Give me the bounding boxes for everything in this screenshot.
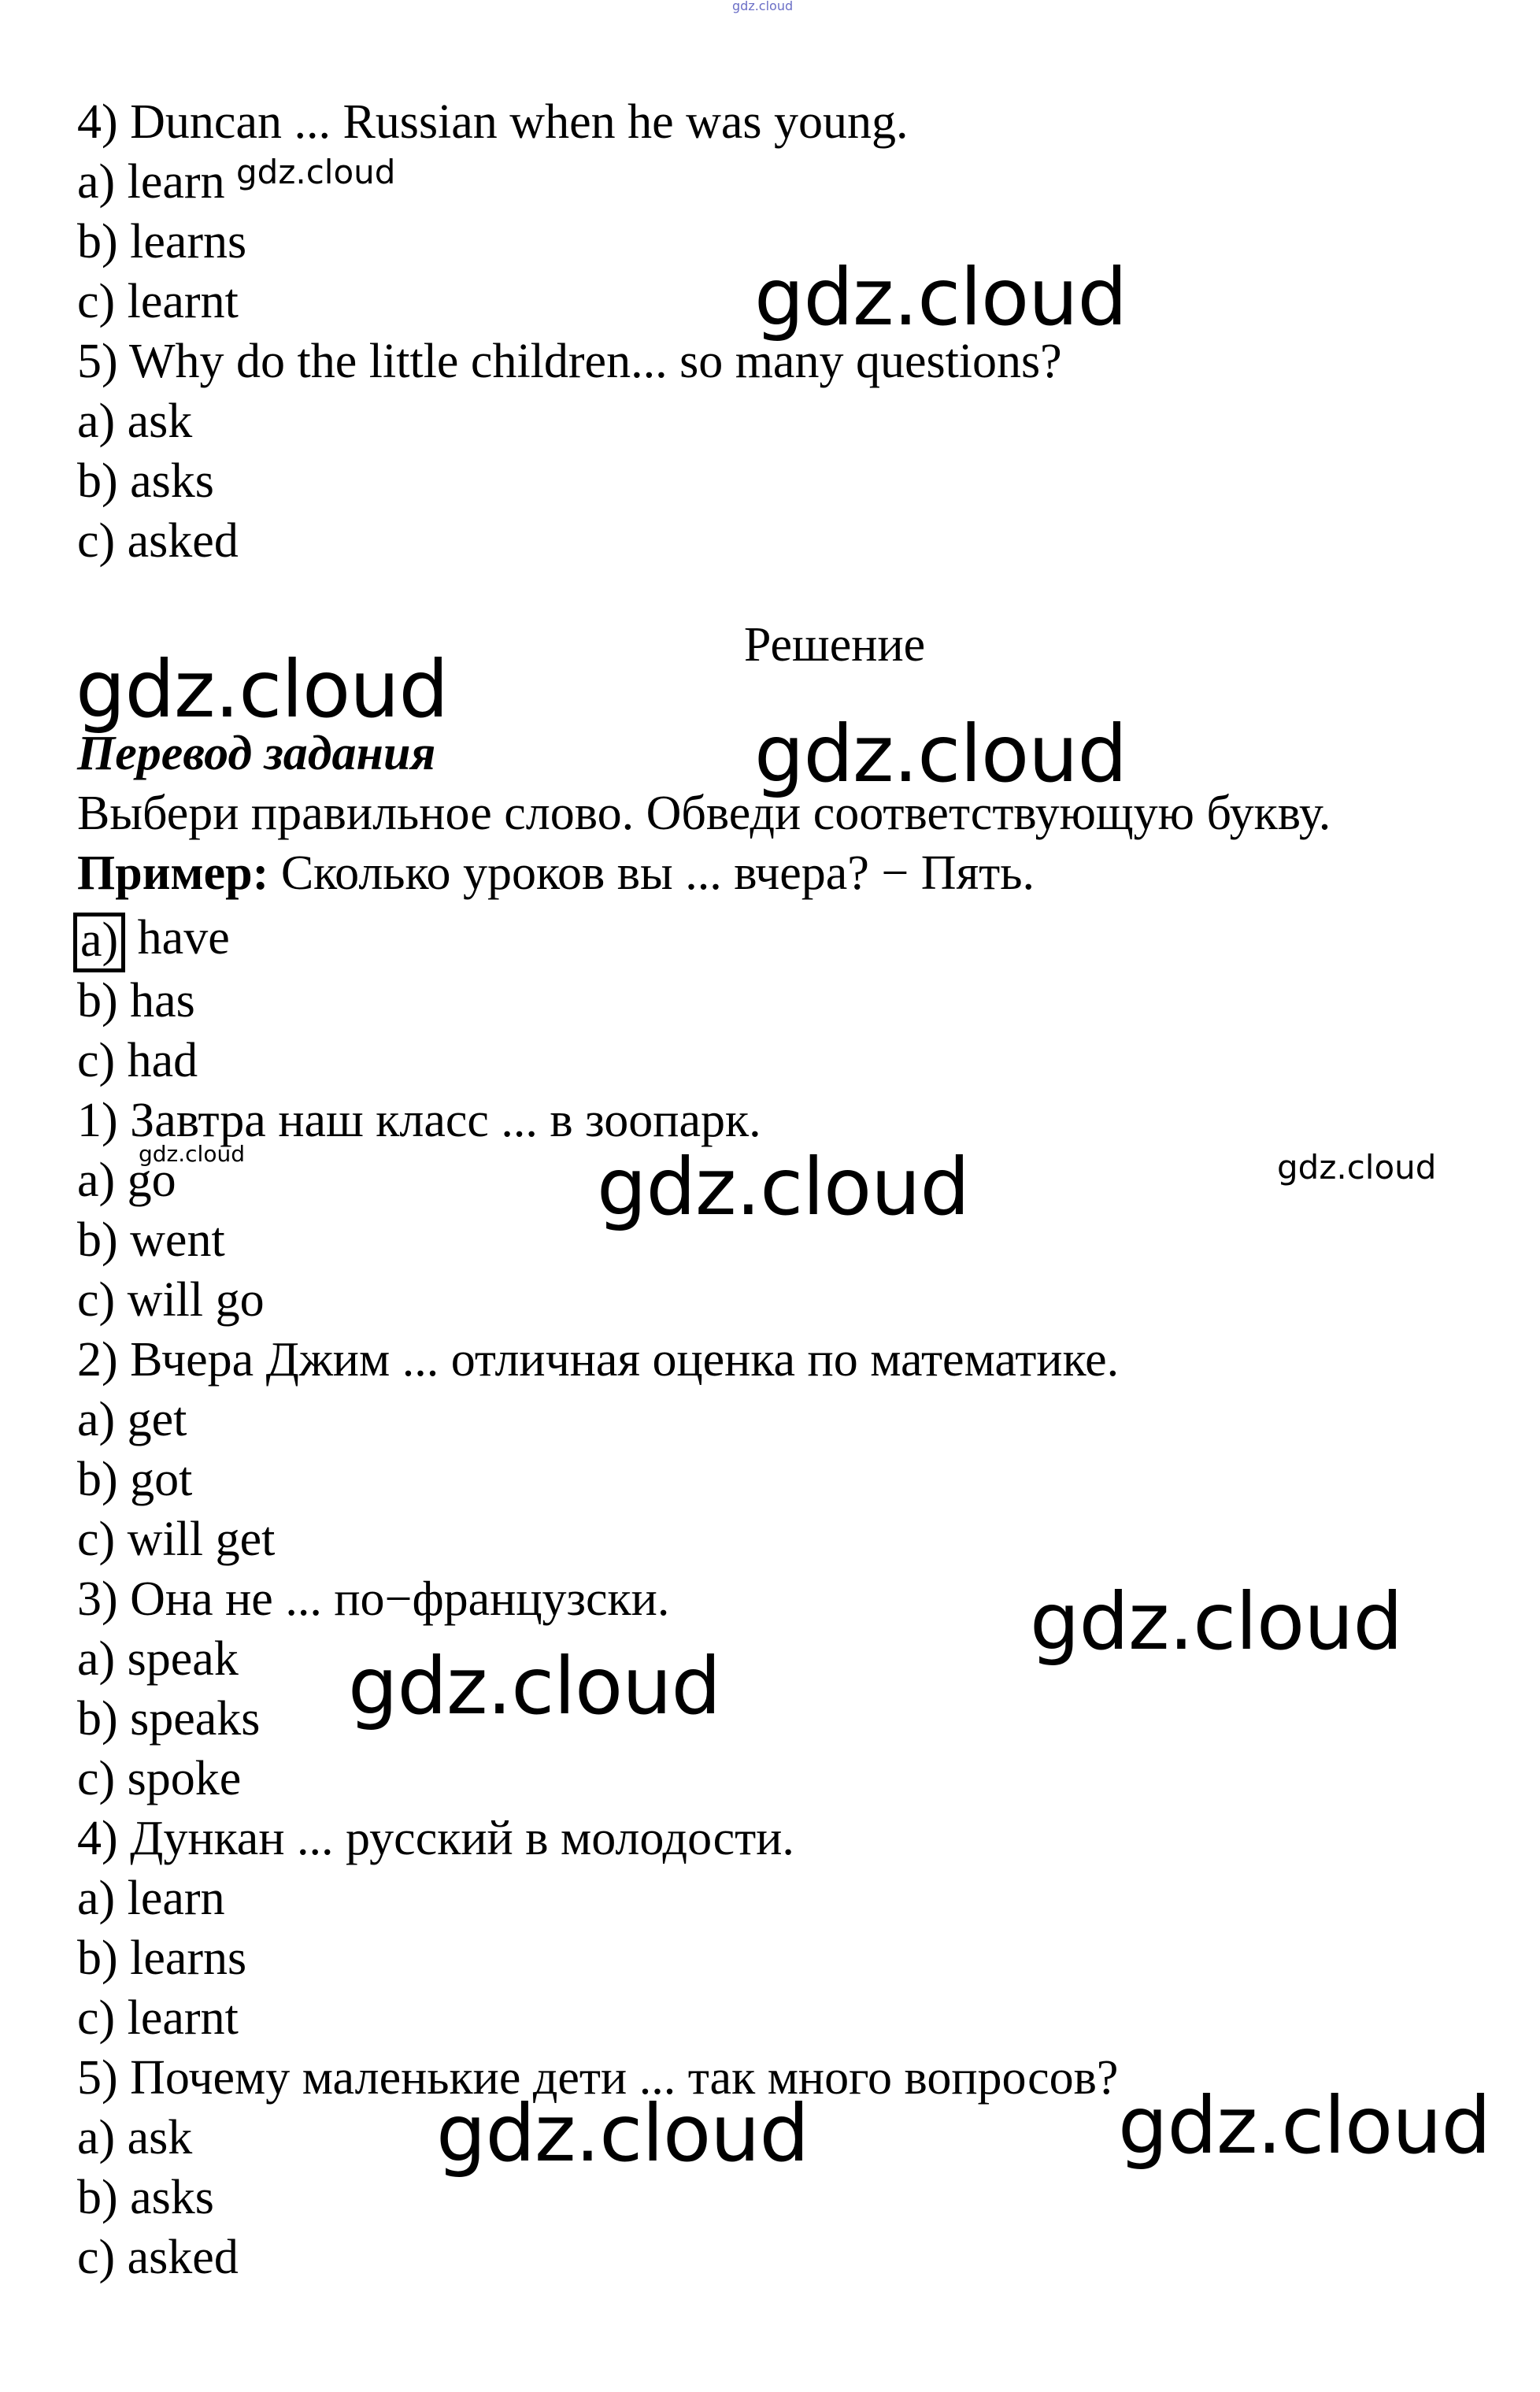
watermark: gdz.cloud [1118, 2079, 1491, 2172]
task-question-4-option-b: b) learns [77, 215, 247, 268]
task-question-5-option-b: b) asks [77, 454, 214, 508]
solution-question-5-option-b: b) asks [77, 2171, 214, 2224]
example-line [77, 844, 1035, 902]
example-option-c: c) had [77, 1034, 198, 1087]
task-question-5-option-c: c) asked [77, 514, 239, 568]
watermark-top: gdz.cloud [732, 0, 794, 13]
solution-question-5: 5) Почему маленькие дети ... так много вопросов? [77, 2051, 1119, 2105]
watermark: gdz.cloud [597, 1141, 970, 1233]
solution-question-3-option-b: b) speaks [77, 1692, 261, 1746]
solution-question-3-option-a: a) speak [77, 1632, 239, 1686]
task-question-4-option-c: c) learnt [77, 275, 239, 328]
example-option-a [77, 909, 230, 967]
watermark: gdz.cloud [1277, 1148, 1437, 1187]
watermark: gdz.cloud [236, 153, 396, 191]
instruction-text: Выбери правильное слово. Обведи соответствующую букву. [77, 787, 1331, 840]
watermark: gdz.cloud [76, 643, 449, 735]
watermark: gdz.cloud [436, 2087, 809, 2179]
solution-question-4-option-c: c) learnt [77, 1991, 239, 2045]
example-option-a-word: have [125, 911, 230, 965]
solution-question-1-option-b: b) went [77, 1213, 225, 1267]
solution-question-4-option-a: a) learn [77, 1872, 225, 1925]
watermark: gdz.cloud [754, 708, 1127, 800]
solution-title: Решение [743, 618, 926, 672]
example-label: Пример: [77, 846, 269, 900]
solution-question-2-option-c: c) will get [77, 1513, 276, 1566]
solution-question-5-option-c: c) asked [77, 2231, 239, 2284]
solution-question-1-option-c: c) will go [77, 1273, 265, 1327]
watermark: gdz.cloud [348, 1640, 721, 1732]
solution-question-1-option-a: a) go [77, 1153, 176, 1207]
task-question-4: 4) Duncan ... Russian when he was young. [77, 95, 909, 149]
watermark: gdz.cloud [139, 1141, 245, 1167]
circled-answer-letter: a) [73, 913, 125, 972]
solution-question-4-option-b: b) learns [77, 1931, 247, 1985]
solution-question-1: 1) Завтра наш класс ... в зоопарк. [77, 1094, 761, 1147]
translation-heading: Перевод задания [77, 727, 436, 780]
solution-question-3-option-c: c) spoke [77, 1752, 242, 1805]
solution-question-2-option-a: a) get [77, 1393, 187, 1446]
solution-question-3: 3) Она не ... по−французски. [77, 1572, 670, 1626]
task-question-4-option-a: a) learn [77, 155, 225, 209]
solution-question-5-option-a: a) ask [77, 2111, 193, 2164]
task-question-5-option-a: a) ask [77, 394, 193, 448]
example-text: Сколько уроков вы ... вчера? − Пять. [268, 846, 1035, 900]
watermark: gdz.cloud [1030, 1576, 1403, 1668]
solution-question-4: 4) Дункан ... русский в молодости. [77, 1812, 794, 1865]
task-question-5: 5) Why do the little children... so many questions? [77, 335, 1062, 388]
solution-question-2-option-b: b) got [77, 1453, 193, 1506]
example-option-b: b) has [77, 974, 195, 1028]
watermark: gdz.cloud [754, 251, 1127, 343]
solution-question-2: 2) Вчера Джим ... отличная оценка по математике. [77, 1333, 1120, 1387]
